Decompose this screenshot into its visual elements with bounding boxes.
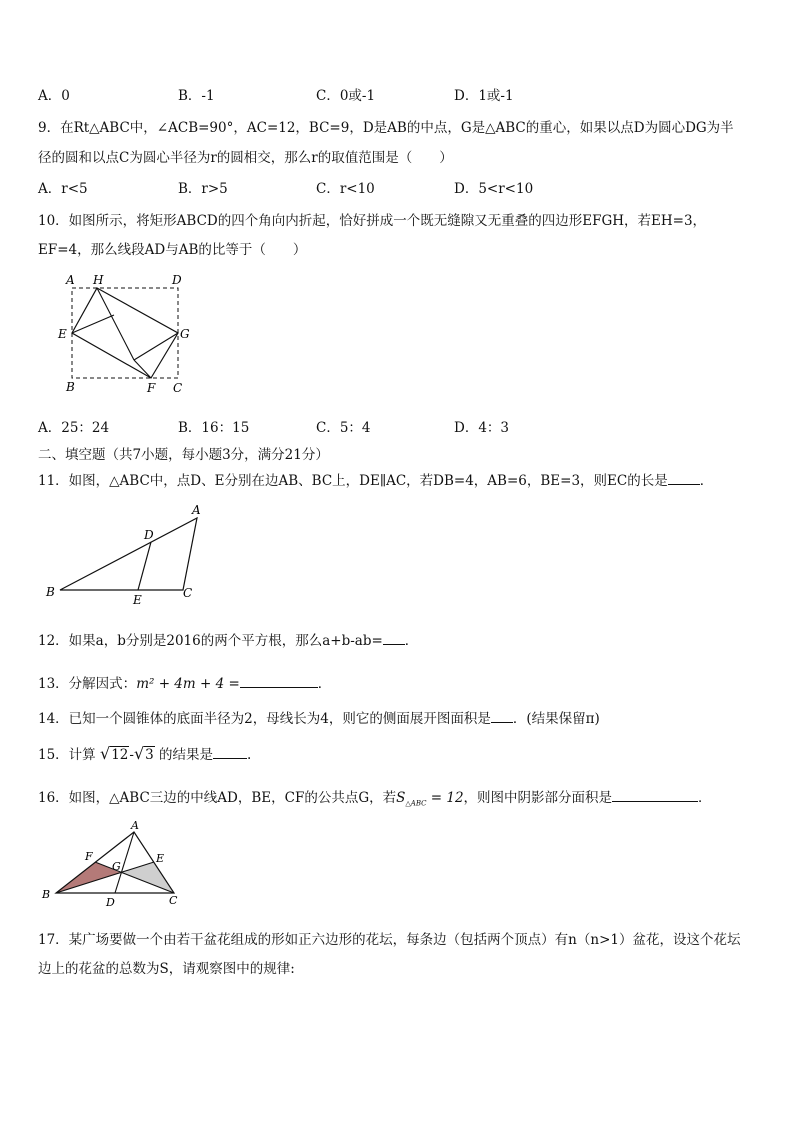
- q15-sqrt-3: [134, 744, 155, 763]
- q10-quadrilateral-efgh: [72, 288, 178, 378]
- q16-label-a: A: [131, 820, 139, 832]
- q12-end: ．: [404, 633, 419, 649]
- q11-label-c: C: [183, 586, 193, 600]
- q11-end: ．: [699, 473, 714, 489]
- q9-option-d: D．5<r<10: [454, 181, 534, 197]
- q16-shaded-region-right: [121, 862, 174, 893]
- q15-text: [38, 743, 251, 763]
- q15-pre: 15．计算: [38, 747, 96, 763]
- q15-radicand-1: 12: [111, 747, 129, 763]
- q8-option-a: A．0: [38, 88, 70, 104]
- q9-option-b: B．r>5: [178, 181, 228, 197]
- q16-pre: 16．如图，△ABC三边的中线AD，BE，CF的公共点G，若: [38, 790, 397, 806]
- q12-question: 12．如果a，b分别是2016的两个平方根，那么a+b-ab=: [38, 633, 383, 649]
- q10-fold-line-f: [134, 360, 151, 378]
- q15-minus: -: [129, 747, 134, 763]
- q13-text: [38, 672, 331, 692]
- radical-sign-icon: √: [133, 744, 145, 763]
- q16-label-g: G: [112, 860, 121, 873]
- q10-figure: [52, 268, 202, 400]
- q16-figure: [36, 820, 196, 912]
- q13-end: ．: [317, 676, 332, 692]
- q10-fold-line-g: [134, 333, 178, 360]
- q10-option-b: B．16：15: [178, 420, 250, 436]
- q10-label-d: D: [172, 273, 182, 287]
- q11-segment-de: [138, 542, 151, 590]
- radical-sign-icon: √: [99, 744, 111, 763]
- q17-line1: 17．某广场要做一个由若干盆花组成的形如正六边形的花坛，每条边（包括两个顶点）有n（n>1）盆花，设这个花坛: [38, 932, 741, 948]
- q9-line2: 径的圆和以点C为圆心半径为r的圆相交，那么r的取值范围是（ ）: [38, 150, 453, 166]
- q11-label-e: E: [133, 593, 142, 607]
- q10-label-c: C: [173, 381, 183, 395]
- q15-sqrt-12: [100, 744, 129, 763]
- q16-label-d: D: [106, 896, 115, 909]
- q10-label-h: H: [93, 273, 104, 287]
- q11-answer-blank: [668, 472, 700, 485]
- q14-end: ．(结果保留π): [512, 711, 600, 727]
- q10-label-f: F: [147, 381, 156, 395]
- q10-label-g: G: [180, 327, 190, 341]
- q10-label-e: E: [58, 327, 67, 341]
- q15-post: 的结果是: [159, 747, 214, 763]
- q14-text: [38, 707, 600, 727]
- q16-label-f: F: [85, 850, 93, 863]
- q16-label-b: B: [42, 888, 51, 901]
- q10-line2: EF=4，那么线段AD与AB的比等于（ ）: [38, 242, 307, 258]
- q11-text: [38, 469, 713, 489]
- q16-subscript: △ABC: [405, 799, 427, 808]
- q10-rectangle: [72, 288, 178, 378]
- q13-expression: m² + 4m + 4 =: [136, 676, 240, 692]
- q16-s: S: [396, 790, 406, 806]
- q16-text: [38, 786, 712, 808]
- q9-line1: 9．在Rt△ABC中，∠ACB=90°，AC=12，BC=9，D是AB的中点，G是△ABC的重心，如果以点D为圆心DG为半: [38, 120, 734, 136]
- q10-option-a: A．25：24: [38, 420, 110, 436]
- q16-label-c: C: [169, 894, 178, 907]
- q10-fold-line-e: [72, 315, 114, 333]
- q8-option-c: C．0或-1: [316, 88, 376, 104]
- q10-label-a: A: [66, 273, 75, 287]
- q15-end: .: [247, 747, 252, 763]
- section-heading-fill-in: 二、填空题（共7小题，每小题3分，满分21分）: [38, 447, 329, 463]
- q15-answer-blank: [213, 746, 247, 759]
- q15-radicand-2: 3: [145, 747, 154, 763]
- q8-option-b: B．-1: [178, 88, 215, 104]
- q12-answer-blank: [383, 632, 405, 645]
- q10-label-b: B: [66, 380, 75, 394]
- q16-equals: = 12: [426, 790, 464, 806]
- q11-triangle-abc: [60, 518, 197, 590]
- q11-question: 11．如图，△ABC中，点D、E分别在边AB、BC上，DE∥AC，若DB=4，AB=6，BE=3，则EC的长是: [38, 473, 668, 489]
- q9-option-a: A．r<5: [38, 181, 88, 197]
- q10-line1: 10．如图所示，将矩形ABCD的四个角向内折起，恰好拼成一个既无缝隙又无重叠的四边形EFGH，若EH=3，: [38, 213, 707, 229]
- q8-option-d: D．1或-1: [454, 88, 514, 104]
- q14-answer-blank: [491, 710, 513, 723]
- q13-question: 13．分解因式：: [38, 676, 137, 692]
- q16-post: ，则图中阴影部分面积是: [463, 790, 613, 806]
- q11-figure: [40, 500, 215, 610]
- q16-area-symbol: [396, 790, 426, 806]
- q12-text: [38, 629, 418, 649]
- q16-end: ．: [698, 790, 712, 806]
- q11-label-a: A: [192, 503, 201, 517]
- q11-label-b: B: [46, 585, 55, 599]
- q16-label-e: E: [156, 852, 165, 865]
- q9-option-c: C．r<10: [316, 181, 375, 197]
- q13-answer-blank: [240, 675, 318, 688]
- q10-option-c: C．5：4: [316, 420, 371, 436]
- q17-line2: 边上的花盆的总数为S，请观察图中的规律:: [38, 961, 295, 977]
- q10-option-d: D．4：3: [454, 420, 510, 436]
- q16-answer-blank: [612, 789, 698, 802]
- q14-question: 14．已知一个圆锥体的底面半径为2，母线长为4，则它的侧面展开图面积是: [38, 711, 491, 727]
- q11-label-d: D: [144, 528, 154, 542]
